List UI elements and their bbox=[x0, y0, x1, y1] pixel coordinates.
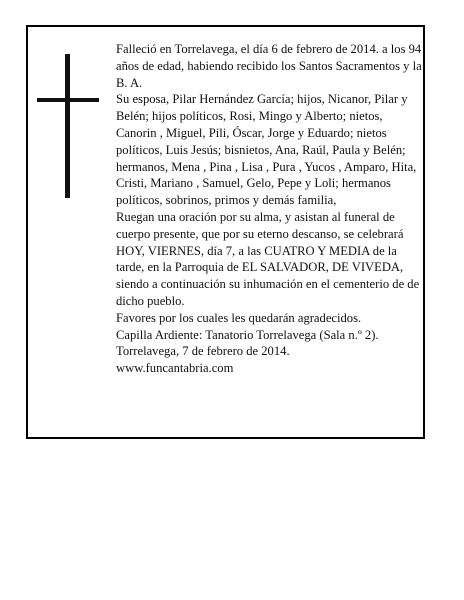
thanks-line: Favores por los cuales les quedarán agradecidos. bbox=[116, 310, 362, 325]
obituary-card bbox=[26, 25, 425, 439]
place-date: Torrelavega, 7 de febrero de 2014. bbox=[116, 344, 290, 359]
family-list: Su esposa, Pilar Hernández García; hijos, Nicanor, Pilar y Belén; hijos políticos, Rosi, Mingo y Alberto; nietos, Canorin , Miguel, Pili, Óscar, Jorge y Eduardo; nietos políticos, Luis Jesús; bisnietos, Ana, Raúl, Paula y Belén; hermanos, Mena , Pina , Lisa , Pura , Yucos , Amparo, Hita, Cristi, Mariano , Samuel, Gelo, Pepe y Loli; hermanos políticos, sobrinos, primos y demás familia, bbox=[116, 92, 417, 208]
obituary-text bbox=[116, 41, 424, 377]
chapel-info: Capilla Ardiente: Tanatorio Torrelavega (Sala n.º 2). bbox=[116, 327, 379, 342]
website: www.funcantabria.com bbox=[116, 361, 234, 376]
cross-icon bbox=[37, 54, 99, 198]
death-announcement: Falleció en Torrelavega, el día 6 de febrero de 2014. a los 94 años de edad, habiendo recibido los Santos Sacramentos y la B. A. bbox=[116, 42, 422, 90]
cross-horizontal-bar bbox=[37, 98, 99, 102]
cross-vertical-bar bbox=[65, 54, 70, 198]
funeral-details: Ruegan una oración por su alma, y asistan al funeral de cuerpo presente, que por su eterno descanso, se celebrará HOY, VIERNES, día 7, a las CUATRO Y MEDIA de la tarde, en la Parroquia de EL SALVADOR, DE VIVEDA, siendo a continuación su inhumación en el cementerio de de dicho pueblo. bbox=[116, 209, 420, 308]
